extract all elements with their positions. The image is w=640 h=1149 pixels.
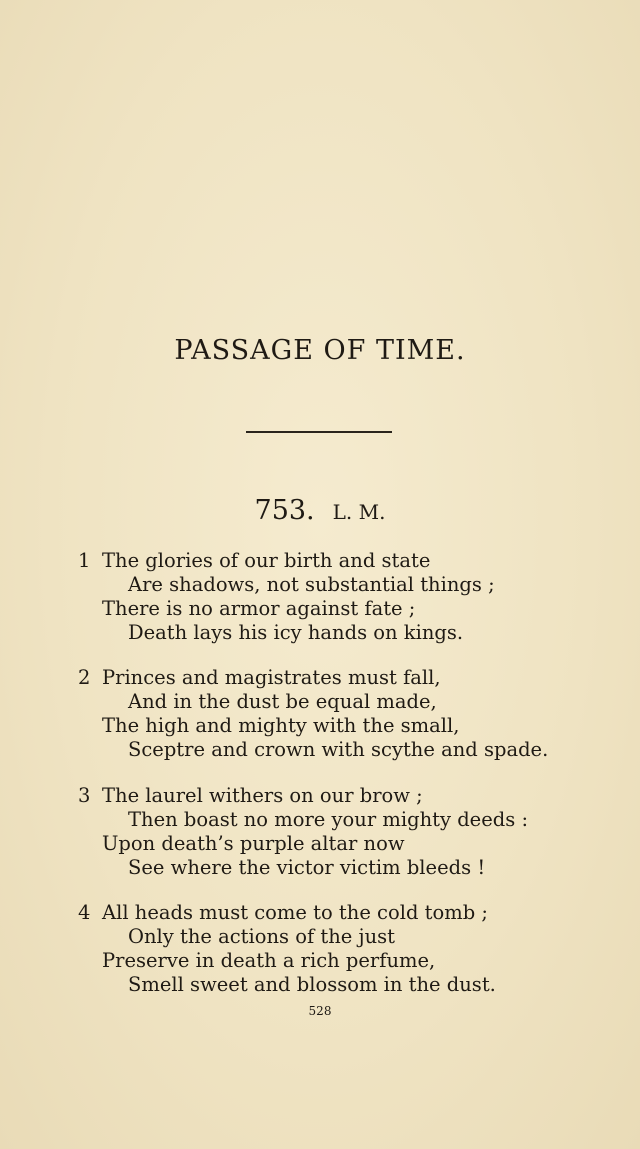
stanza-number: 4 bbox=[78, 901, 91, 924]
line-text: All heads must come to the cold tomb ; bbox=[102, 901, 488, 924]
stanza-line bbox=[78, 549, 618, 573]
stanza-4 bbox=[78, 901, 618, 997]
hymn-number: 753. bbox=[254, 495, 315, 526]
title-divider bbox=[246, 431, 392, 433]
stanza-line: Are shadows, not substantial things ; bbox=[128, 573, 495, 596]
stanza-2 bbox=[78, 666, 618, 762]
stanza-number: 3 bbox=[78, 784, 91, 807]
stanza-line: Preserve in death a rich perfume, bbox=[102, 949, 436, 972]
line-text: The glories of our birth and state bbox=[102, 549, 431, 572]
stanza-1 bbox=[78, 549, 618, 645]
stanza-line bbox=[78, 901, 618, 925]
page-number: 528 bbox=[308, 1004, 332, 1018]
stanza-line: Then boast no more your mighty deeds : bbox=[128, 808, 529, 831]
stanza-line: See where the victor victim bleeds ! bbox=[128, 856, 486, 879]
stanza-line: Smell sweet and blossom in the dust. bbox=[128, 973, 496, 996]
hymn-heading bbox=[0, 495, 640, 526]
stanza-number: 2 bbox=[78, 666, 91, 689]
line-text: The laurel withers on our brow ; bbox=[102, 784, 423, 807]
stanza-line: The high and mighty with the small, bbox=[102, 714, 460, 737]
stanza-3 bbox=[78, 784, 618, 880]
stanza-line: Death lays his icy hands on kings. bbox=[128, 621, 464, 644]
stanza-line: Upon death’s purple altar now bbox=[102, 832, 405, 855]
line-text: Princes and magistrates must fall, bbox=[102, 666, 441, 689]
hymn-meter: L. M. bbox=[332, 500, 386, 524]
stanza-line bbox=[78, 666, 618, 690]
stanza-number: 1 bbox=[78, 549, 91, 572]
stanza-line: Only the actions of the just bbox=[128, 925, 395, 948]
stanza-line: There is no armor against fate ; bbox=[102, 597, 416, 620]
stanza-line bbox=[78, 784, 618, 808]
section-title: PASSAGE OF TIME. bbox=[174, 335, 466, 366]
stanza-line: And in the dust be equal made, bbox=[128, 690, 437, 713]
stanza-line: Sceptre and crown with scythe and spade. bbox=[128, 738, 549, 761]
